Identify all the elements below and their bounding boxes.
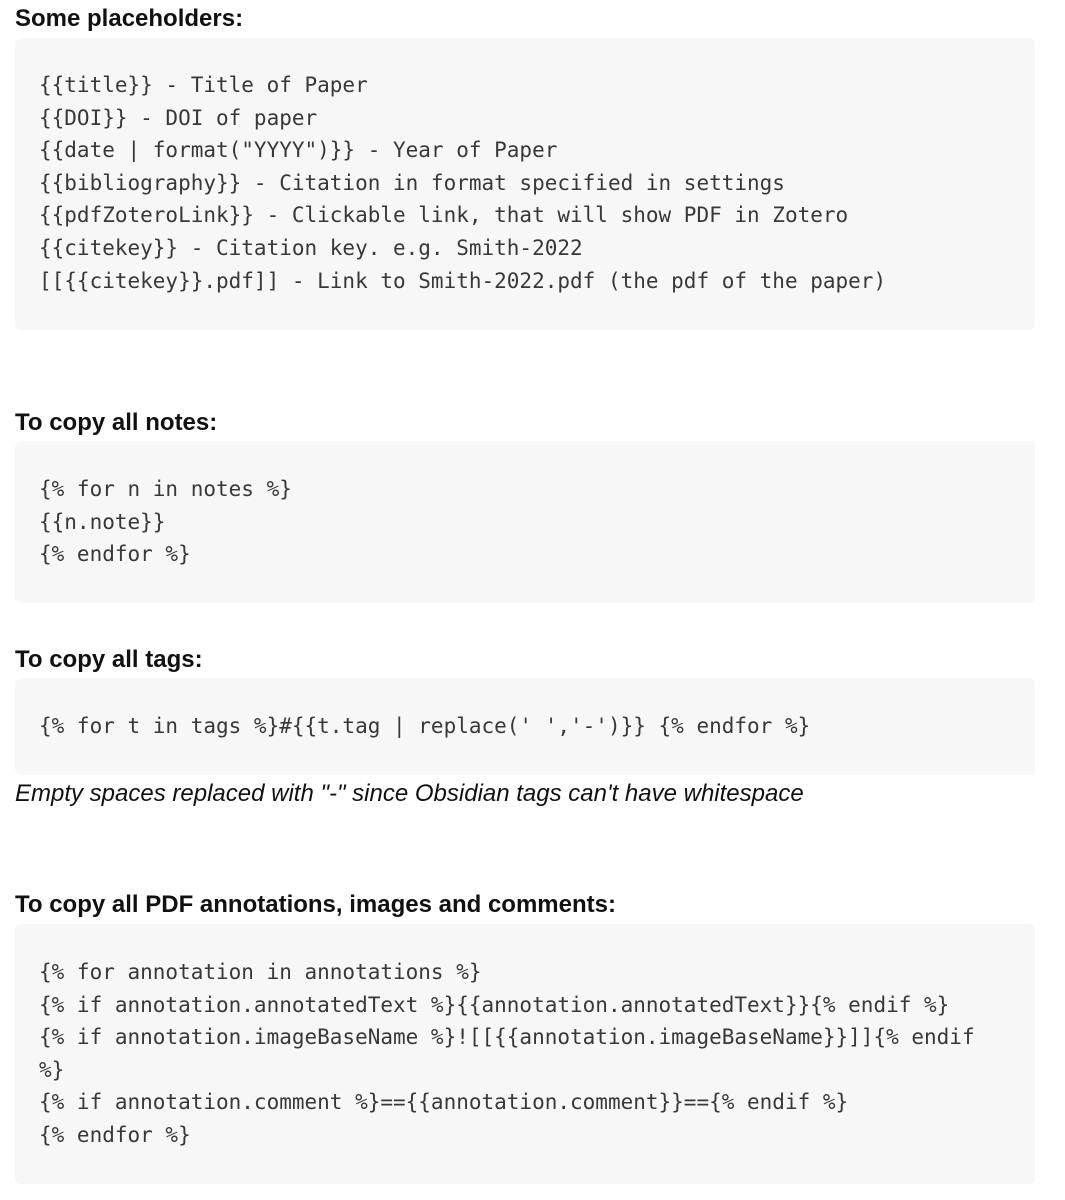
code-line: {{DOI}} - DOI of paper (39, 105, 318, 130)
notes-code-block (15, 441, 1035, 603)
annotations-code-block (15, 924, 1035, 1184)
code-line: %} (39, 1057, 65, 1082)
code-line: [[{{citekey}}.pdf]] - Link to Smith-2022.pdf (the pdf of the paper) (39, 268, 887, 293)
code-line: {% if annotation.annotatedText %}{{annotation.annotatedText}}{% endif %} (39, 992, 950, 1017)
code-line: {{pdfZoteroLink}} - Clickable link, that will show PDF in Zotero (39, 203, 849, 228)
code-line: {% for t in tags %}#{{t.tag | replace(' ','-')}} {% endfor %} (39, 714, 811, 738)
annotations-heading: To copy all PDF annotations, images and comments: (15, 891, 616, 918)
code-line: {% endfor %} (39, 542, 191, 567)
code-line: {{bibliography}} - Citation in format specified in settings (39, 170, 785, 195)
tags-caption: Empty spaces replaced with "-" since Obsidian tags can't have whitespace (15, 780, 804, 807)
code-line: {{citekey}} - Citation key. e.g. Smith-2022 (39, 235, 583, 260)
tags-code-block (15, 678, 1035, 775)
code-line: {{title}} - Title of Paper (39, 73, 368, 97)
code-line: {% for annotation in annotations %} (39, 960, 482, 984)
tags-heading: To copy all tags: (15, 646, 203, 673)
notes-heading: To copy all notes: (15, 409, 218, 436)
code-line: {% if annotation.comment %}=={{annotation.comment}}=={% endif %} (39, 1090, 849, 1115)
code-line: {% if annotation.imageBaseName %}![[{{annotation.imageBaseName}}]]{% endif (39, 1025, 975, 1050)
code-line: {% endfor %} (39, 1122, 191, 1147)
code-line: {% for n in notes %} (39, 477, 292, 501)
placeholders-code-block (15, 38, 1035, 330)
code-line: {{date | format("YYYY")}} - Year of Paper (39, 138, 558, 163)
code-line: {{n.note}} (39, 509, 166, 534)
placeholders-heading: Some placeholders: (15, 5, 244, 32)
